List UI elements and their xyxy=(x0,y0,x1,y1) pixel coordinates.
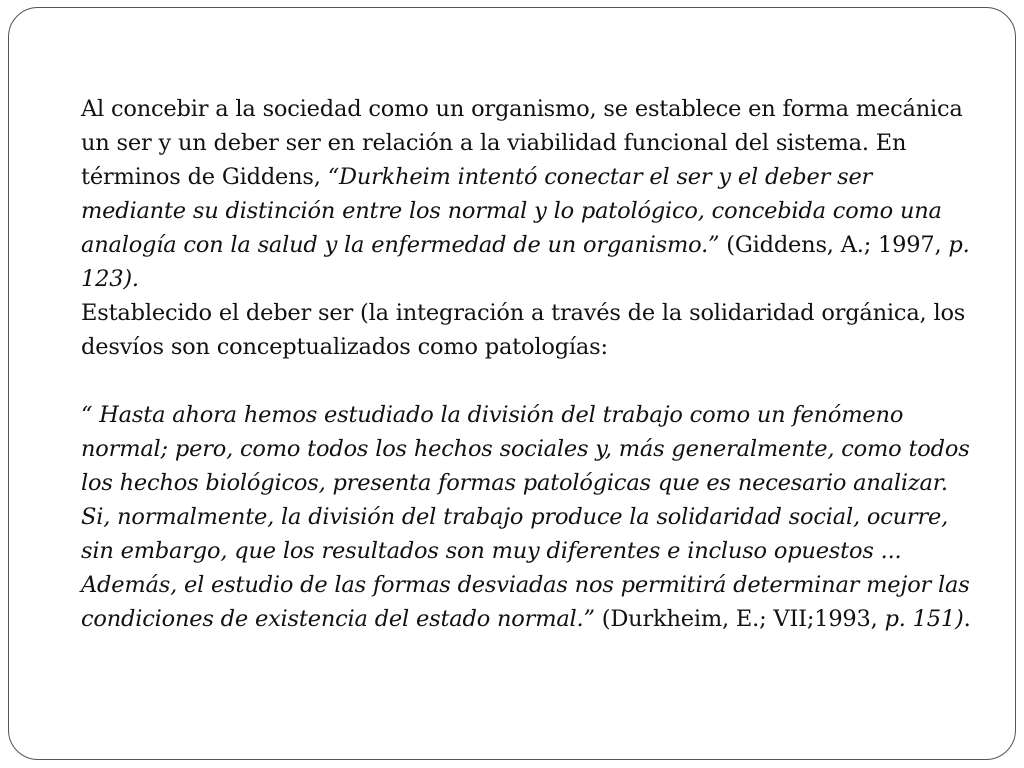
giddens-citation-page: p. 123). xyxy=(81,232,970,292)
durkheim-quote: “ Hasta ahora hemos estudiado la división del trabajo como un fenómeno normal; pero, como todos los hechos sociales y, más generalmente, como todos los hechos biológicos, presenta formas patológicas que es necesario analizar. Si, normalmente, la división del trabajo produce la solidaridad social, ocurre, sin embargo, que los resultados son muy diferentes e incluso opuestos ... Además, el estudio de las formas desviadas nos permitirá determinar mejor las condiciones de existencia del estado normal.” xyxy=(81,402,970,632)
paragraph1-continuation: Establecido el deber ser (la integración a través de la solidaridad orgánica, los desvíos son conceptualizados como patologías: xyxy=(81,300,966,360)
paragraph-giddens xyxy=(81,92,981,364)
durkheim-citation-page: p. 151) xyxy=(884,606,964,632)
giddens-quote: “Durkheim intentó conectar el ser y el deber ser mediante su distinción entre los normal y lo patológico, concebida como una analogía con la salud y la enfermedad de un organismo.” xyxy=(81,164,942,258)
slide-frame xyxy=(8,7,1016,760)
slide-body-text xyxy=(81,92,981,636)
durkheim-citation-end: . xyxy=(963,606,971,632)
paragraph-durkheim xyxy=(81,398,981,636)
giddens-citation: (Giddens, A.; 1997, xyxy=(719,232,949,258)
paragraph1-intro: Al concebir a la sociedad como un organismo, se establece en forma mecánica un ser y un deber ser en relación a la viabilidad funcional del sistema. En términos de Giddens, xyxy=(81,96,963,190)
durkheim-citation: (Durkheim, E.; VII;1993, xyxy=(594,606,885,632)
paragraph-spacer xyxy=(81,364,981,398)
